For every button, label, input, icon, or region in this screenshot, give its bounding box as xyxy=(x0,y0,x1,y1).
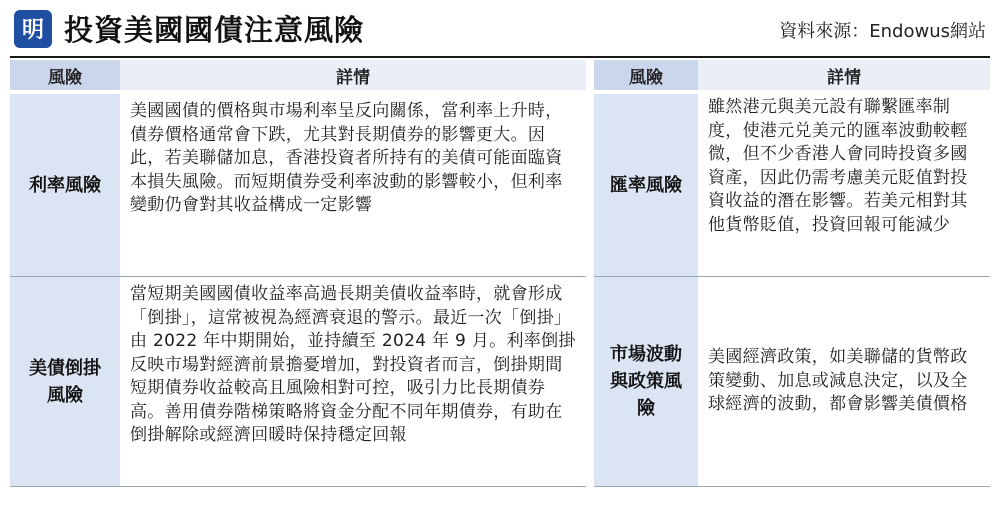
risk-name: 匯率風險 xyxy=(594,94,698,276)
right-table xyxy=(594,60,990,487)
risk-detail: 美國國債的價格與市場利率呈反向關係，當利率上升時，債券價格通常會下跌，尤其對長期債券的影響更大。因此，若美聯儲加息，香港投資者所持有的美債可能面臨資本損失風險。而短期債券受利率波動的影響較小，但利率變動仍會對其收益構成一定影響 xyxy=(130,101,563,215)
title-divider xyxy=(10,56,990,58)
table-row xyxy=(594,277,990,487)
risk-detail: 雖然港元與美元設有聯繫匯率制度，使港元兑美元的匯率波動較輕微，但不少香港人會同時投資多國資產，因此仍需考慮美元貶值對投資收益的潛在影響。若美元相對其他貨幣貶值，投資回報可能減少 xyxy=(708,97,968,235)
column-header-risk: 風險 xyxy=(594,60,698,90)
risk-detail: 美國經濟政策，如美聯儲的貨幣政策變動、加息或減息決定，以及全球經濟的波動，都會影響美債價格 xyxy=(708,347,968,415)
risk-detail: 當短期美國國債收益率高過長期美債收益率時，就會形成「倒掛」，這常被視為經濟衰退的警示。最近一次「倒掛」由 2022 年中期開始，並持續至 2024 年 9 月。利率倒掛反映市場對經濟前景擔憂增加，對投資者而言，倒掛期間短期債券收益較高且風險相對可控，吸引力比長期債券高。善用債券階梯策略將資金分配不同年期債券，有助在倒掛解除或經濟回暖時保持穩定回報 xyxy=(130,284,576,445)
table-row xyxy=(10,94,586,277)
column-header-detail: 詳情 xyxy=(698,60,990,90)
risk-name: 市場波動與政策風險 xyxy=(594,277,698,486)
header xyxy=(0,0,1000,58)
left-table xyxy=(10,60,586,487)
table-header xyxy=(10,60,586,90)
page-title: 投資美國國債注意風險 xyxy=(64,13,365,47)
column-header-detail: 詳情 xyxy=(120,60,586,90)
table-row xyxy=(10,277,586,487)
table-row xyxy=(594,94,990,277)
logo-icon xyxy=(18,14,48,44)
source-note: 資料來源：Endowus網站 xyxy=(779,21,986,42)
risk-name: 美債倒掛風險 xyxy=(10,277,120,486)
table-header xyxy=(594,60,990,90)
column-header-risk: 風險 xyxy=(10,60,120,90)
svg-text:明: 明 xyxy=(21,18,45,43)
risk-name: 利率風險 xyxy=(10,94,120,276)
logo xyxy=(14,10,52,48)
